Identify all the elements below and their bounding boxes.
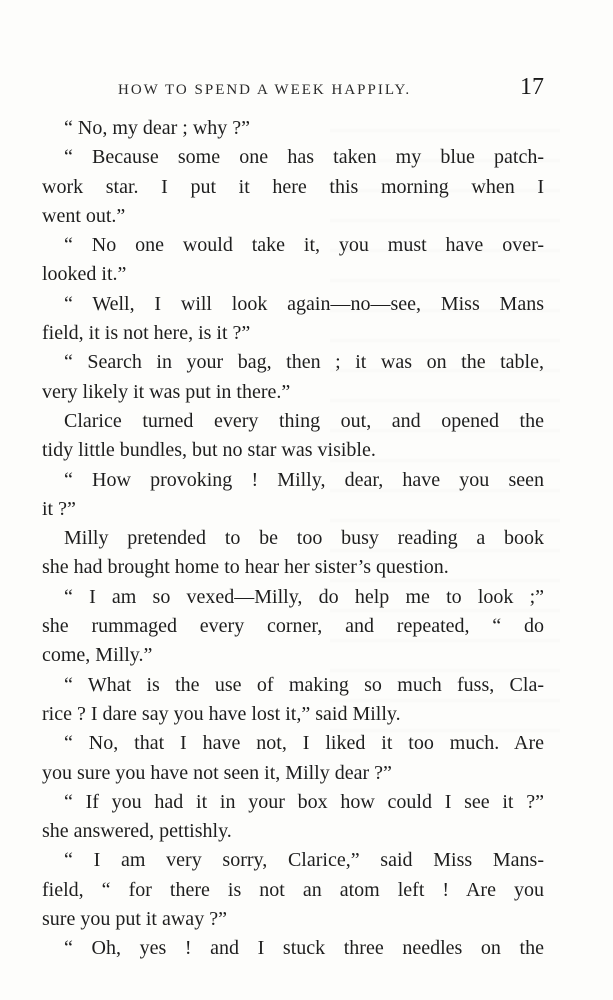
text-line: work star. I put it here this morning when I bbox=[42, 175, 544, 198]
text-line: “ Oh, yes ! and I stuck three needles on the bbox=[64, 937, 544, 960]
text-line: looked it.” bbox=[42, 263, 127, 286]
text-line: tidy little bundles, but no star was visible. bbox=[42, 439, 376, 462]
text-line: “ I am so vexed—Milly, do help me to look ;” bbox=[64, 585, 544, 608]
text-line: “ I am very sorry, Clarice,” said Miss Mans- bbox=[64, 849, 544, 872]
text-line: “ No, that I have not, I liked it too much. Are bbox=[64, 732, 544, 755]
text-line: sure you put it away ?” bbox=[42, 908, 227, 931]
running-head: HOW TO SPEND A WEEK HAPPILY. bbox=[118, 82, 412, 98]
text-line: “ What is the use of making so much fuss, Cla- bbox=[64, 673, 544, 696]
page-number: 17 bbox=[520, 74, 544, 100]
text-line: you sure you have not seen it, Milly dear ?” bbox=[42, 761, 392, 784]
body-text bbox=[42, 114, 544, 960]
text-line: “ No one would take it, you must have over- bbox=[64, 234, 544, 257]
text-line: she rummaged every corner, and repeated, “ do bbox=[42, 615, 544, 638]
text-line: very likely it was put in there.” bbox=[42, 380, 291, 403]
text-line: it ?” bbox=[42, 497, 76, 520]
text-line: she had brought home to hear her sister’s question. bbox=[42, 556, 449, 579]
text-line: “ Because some one has taken my blue patch- bbox=[64, 146, 544, 169]
text-line: “ If you had it in your box how could I see it ?” bbox=[64, 790, 544, 813]
text-line: rice ? I dare say you have lost it,” said Milly. bbox=[42, 702, 401, 725]
text-line: “ No, my dear ; why ?” bbox=[64, 117, 251, 139]
text-line: “ Search in your bag, then ; it was on the table, bbox=[64, 351, 544, 374]
text-line: “ Well, I will look again—no—see, Miss Mans bbox=[64, 292, 544, 315]
text-line: come, Milly.” bbox=[42, 644, 153, 667]
text-line: field, it is not here, is it ?” bbox=[42, 322, 251, 345]
text-line: field, “ for there is not an atom left ! Are you bbox=[42, 878, 544, 901]
text-line: Milly pretended to be too busy reading a book bbox=[64, 527, 544, 550]
text-line: Clarice turned every thing out, and opened the bbox=[64, 409, 544, 432]
text-line: went out.” bbox=[42, 204, 126, 227]
text-line: “ How provoking ! Milly, dear, have you seen bbox=[64, 468, 544, 491]
text-line: she answered, pettishly. bbox=[42, 820, 232, 843]
page-header bbox=[118, 74, 544, 104]
